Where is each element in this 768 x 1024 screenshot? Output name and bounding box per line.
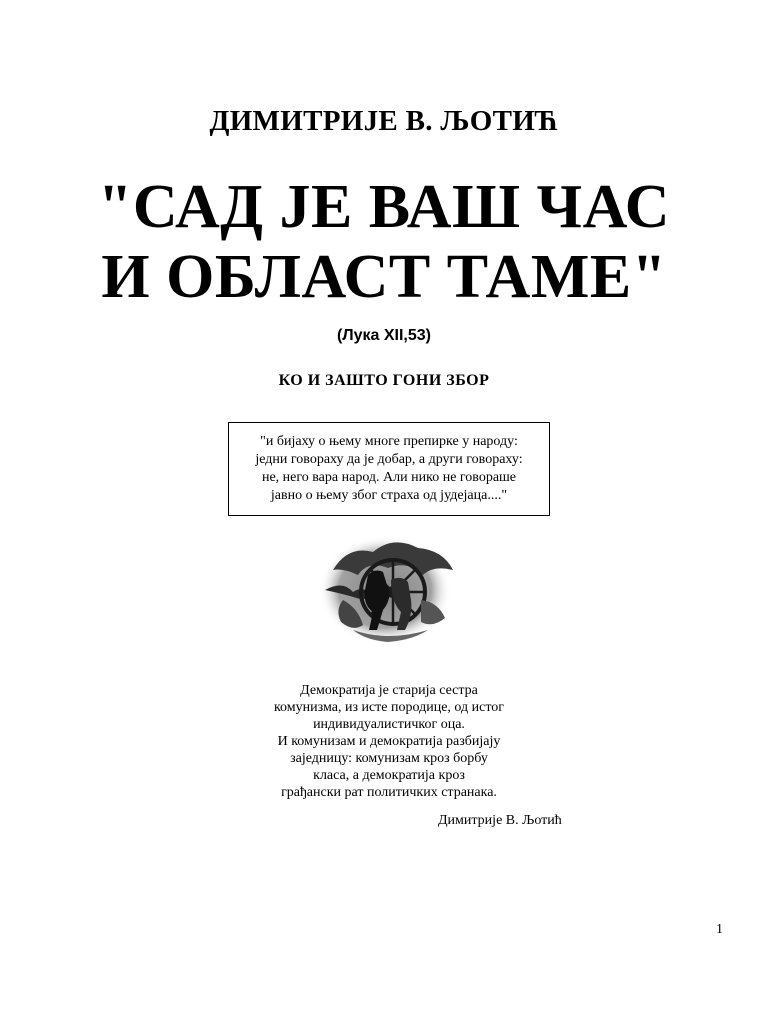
quote-line-1: "и бијаху о њему многе препирке у народу: (260, 434, 518, 449)
passage-line-5: заједницу: комунизам кроз борбу (290, 751, 488, 766)
author-name: ДИМИТРИЈЕ В. ЉОТИЋ (209, 105, 559, 137)
quote-line-2: једни говораху да је добар, а други говораху: (255, 452, 523, 467)
quote-passage (0, 682, 768, 801)
title-line-2: И ОБЛАСТ ТАМЕ" (101, 243, 667, 311)
scripture-reference: (Лука XII,53) (337, 327, 431, 344)
passage-line-7: грађански рат политичких странака. (281, 785, 497, 800)
quote-line-4: јавно о њему због страха од јудејаца...." (270, 488, 508, 503)
document-title (0, 172, 768, 312)
subtitle: КО И ЗАШТО ГОНИ ЗБОР (278, 372, 490, 389)
passage-line-3: индивидуалистичког оца. (313, 717, 465, 732)
soldiers-engraving-icon (313, 530, 463, 648)
quote-line-3: не, него вара народ. Али нико не говораше (261, 470, 517, 485)
passage-line-6: класа, а демократија кроз (313, 768, 465, 783)
passage-line-4: И комунизам и демократија разбијају (277, 734, 501, 749)
title-line-1: "САД ЈЕ ВАШ ЧАС (97, 173, 671, 241)
passage-signature: Димитрије В. Љотић (438, 813, 562, 828)
passage-line-2: комунизма, из исте породице, од истог (273, 700, 505, 715)
epigraph-quote-box (228, 422, 550, 516)
page-number: 1 (716, 922, 723, 937)
passage-line-1: Демократија је старија сестра (300, 683, 478, 698)
